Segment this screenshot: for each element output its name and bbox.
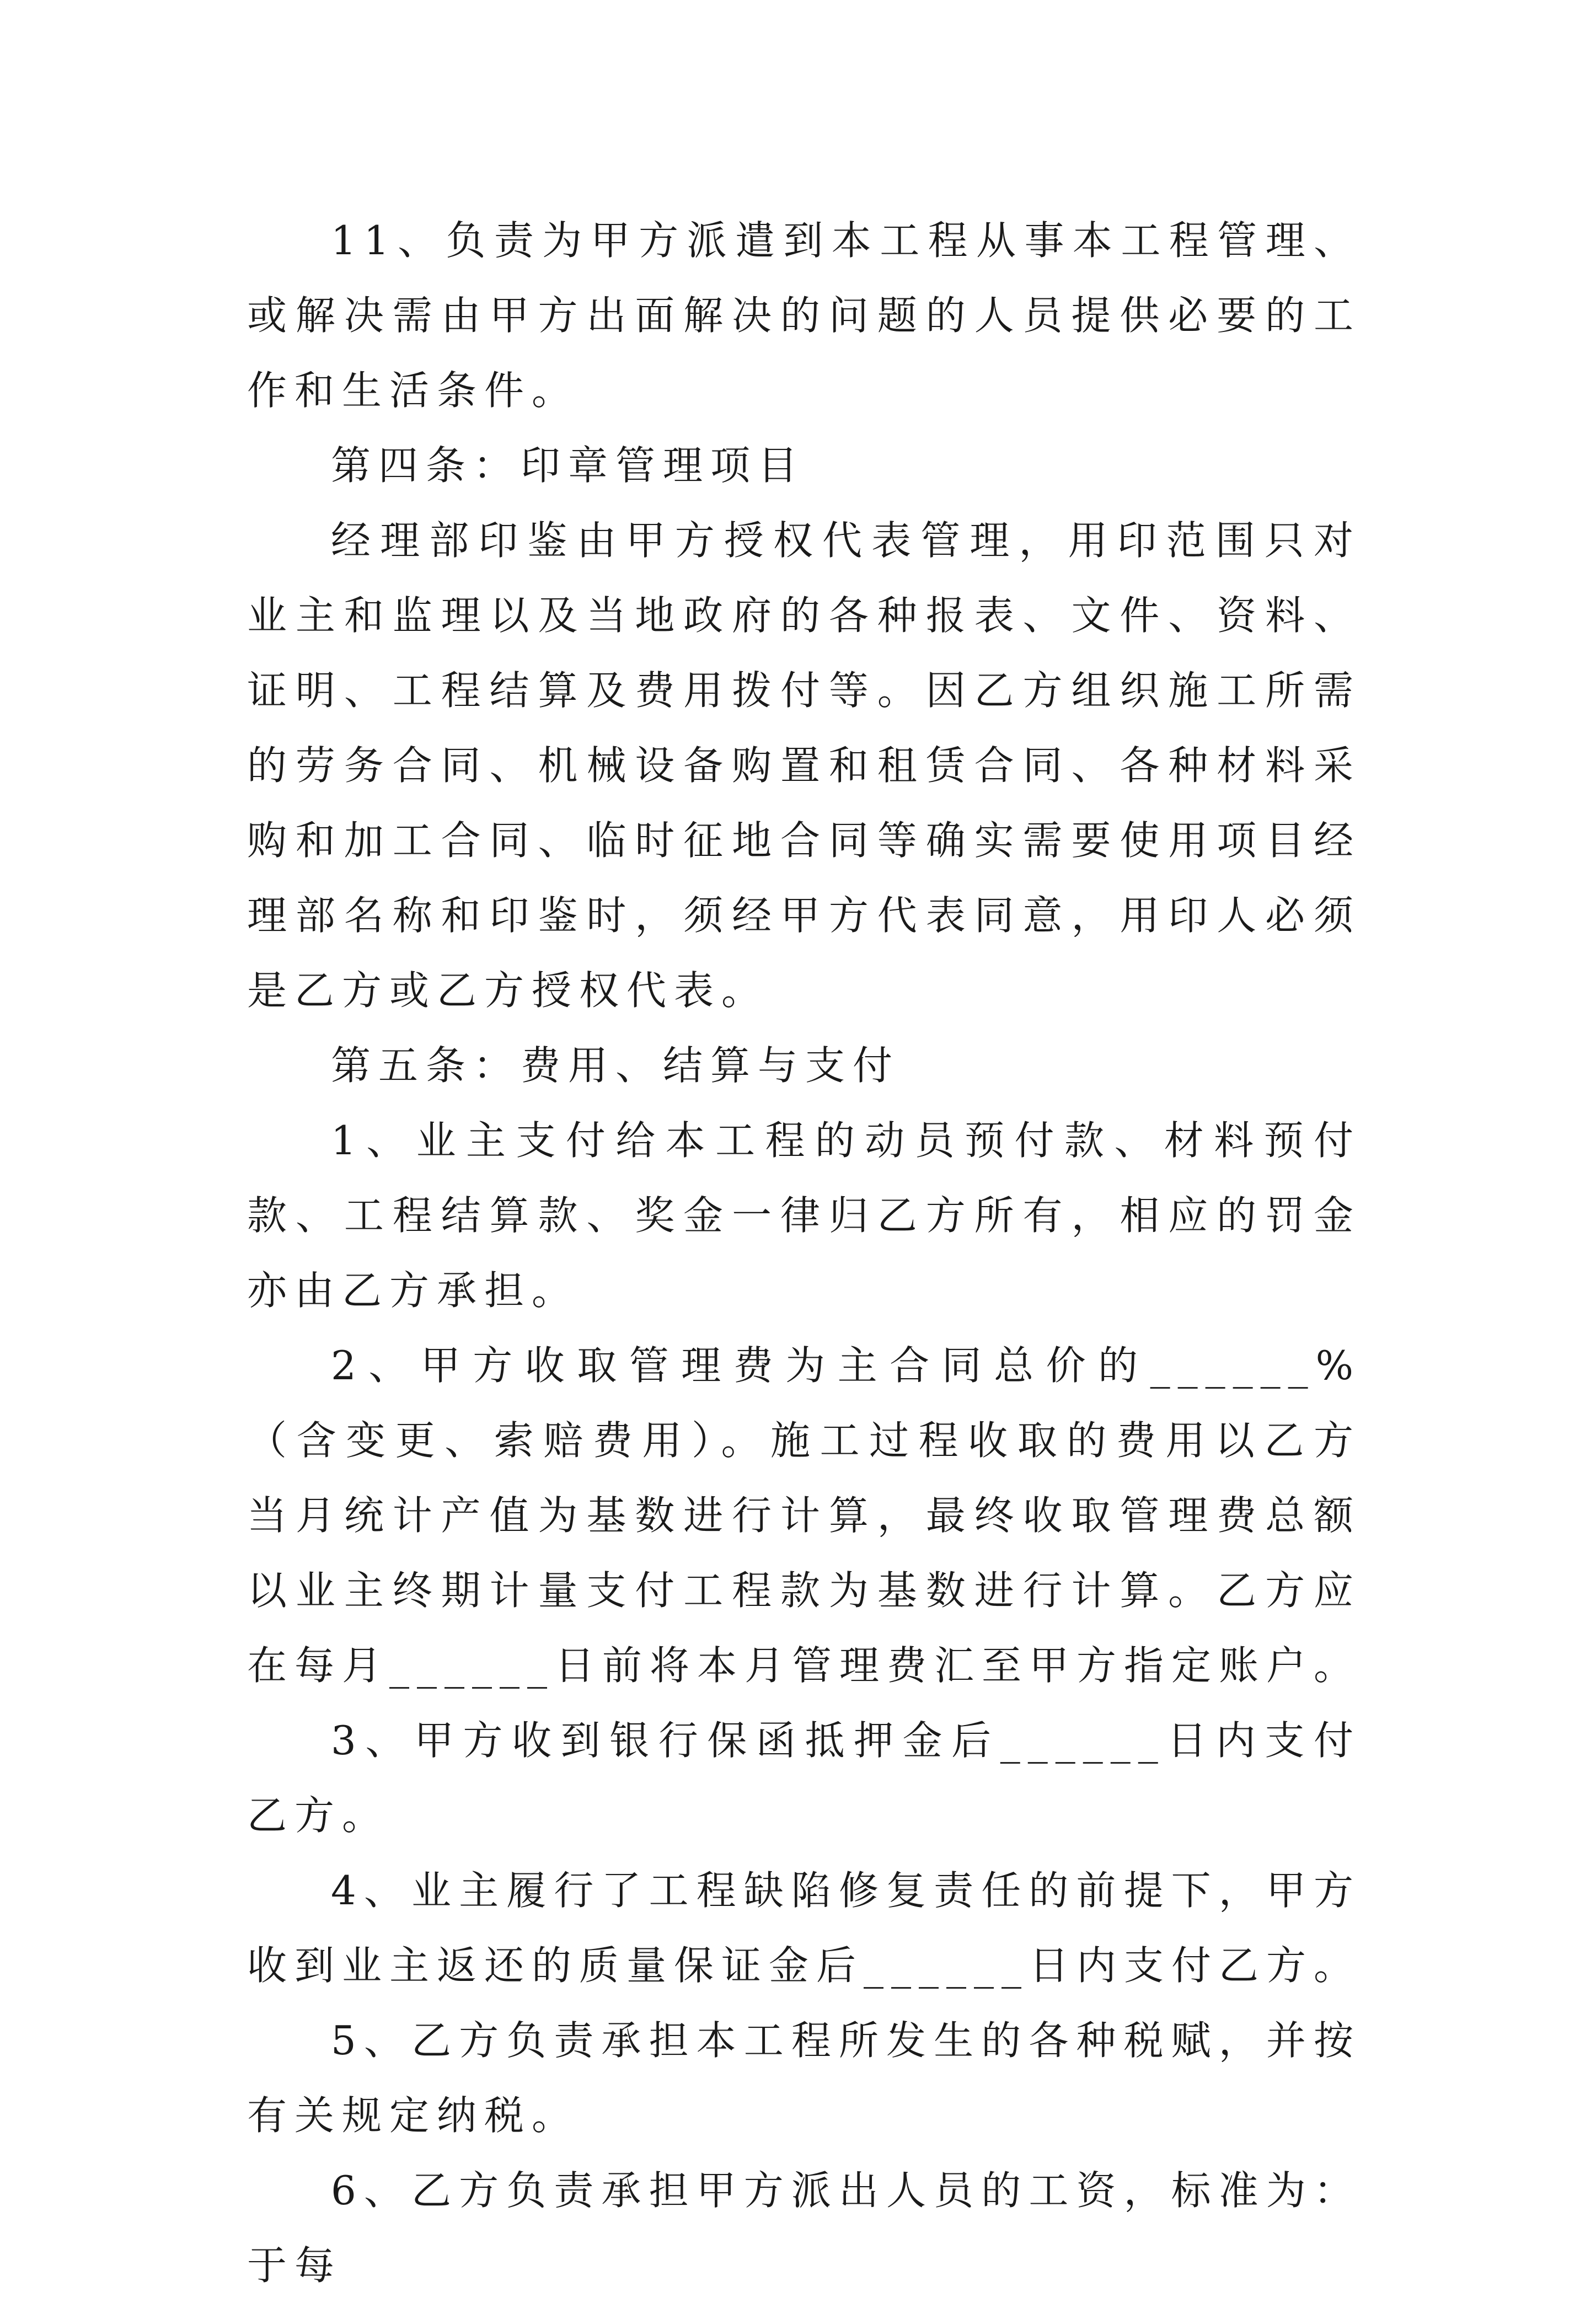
paragraph-item-1: 1、业主支付给本工程的动员预付款、材料预付款、工程结算款、奖金一律归乙方所有，相应的罚金亦由乙方承担。 (247, 1117, 1361, 1314)
paragraph-item-2: 2、甲方收取管理费为主合同总价的______%（含变更、索赔费用）。施工过程收取的费用以乙方当月统计产值为基数进行计算，最终收取管理费总额以业主终期计量支付工程款为基数进行计算。乙方应在每月______日前将本月管理费汇至甲方指定账户。 (247, 1342, 1362, 1689)
paragraph-item-4: 4、业主履行了工程缺陷修复责任的前提下，甲方收到业主返还的质量保证金后______日内支付乙方。 (247, 1867, 1362, 1989)
article-4-heading: 第四条：印章管理项目 (331, 442, 806, 489)
document-body (247, 203, 1361, 2303)
article-5-heading: 第五条：费用、结算与支付 (331, 1042, 901, 1089)
paragraph-item-6: 6、乙方负责承担甲方派出人员的工资，标准为：于每 (247, 2167, 1361, 2289)
paragraph-item-5: 5、乙方负责承担本工程所发生的各种税赋，并按有关规定纳税。 (247, 2017, 1361, 2139)
seal-management-paragraph: 经理部印鉴由甲方授权代表管理，用印范围只对业主和监理以及当地政府的各种报表、文件、资料、证明、工程结算及费用拨付等。因乙方组织施工所需的劳务合同、机械设备购置和租赁合同、各种材料采购和加工合同、临时征地合同等确实需要使用项目经理部名称和印鉴时，须经甲方代表同意，用印人必须是乙方或乙方授权代表。 (247, 517, 1361, 1014)
paragraph-item-3: 3、甲方收到银行保函抵押金后______日内支付乙方。 (247, 1717, 1361, 1839)
paragraph-item-11: 11、负责为甲方派遣到本工程从事本工程管理、或解决需由甲方出面解决的问题的人员提供必要的工作和生活条件。 (247, 217, 1361, 414)
